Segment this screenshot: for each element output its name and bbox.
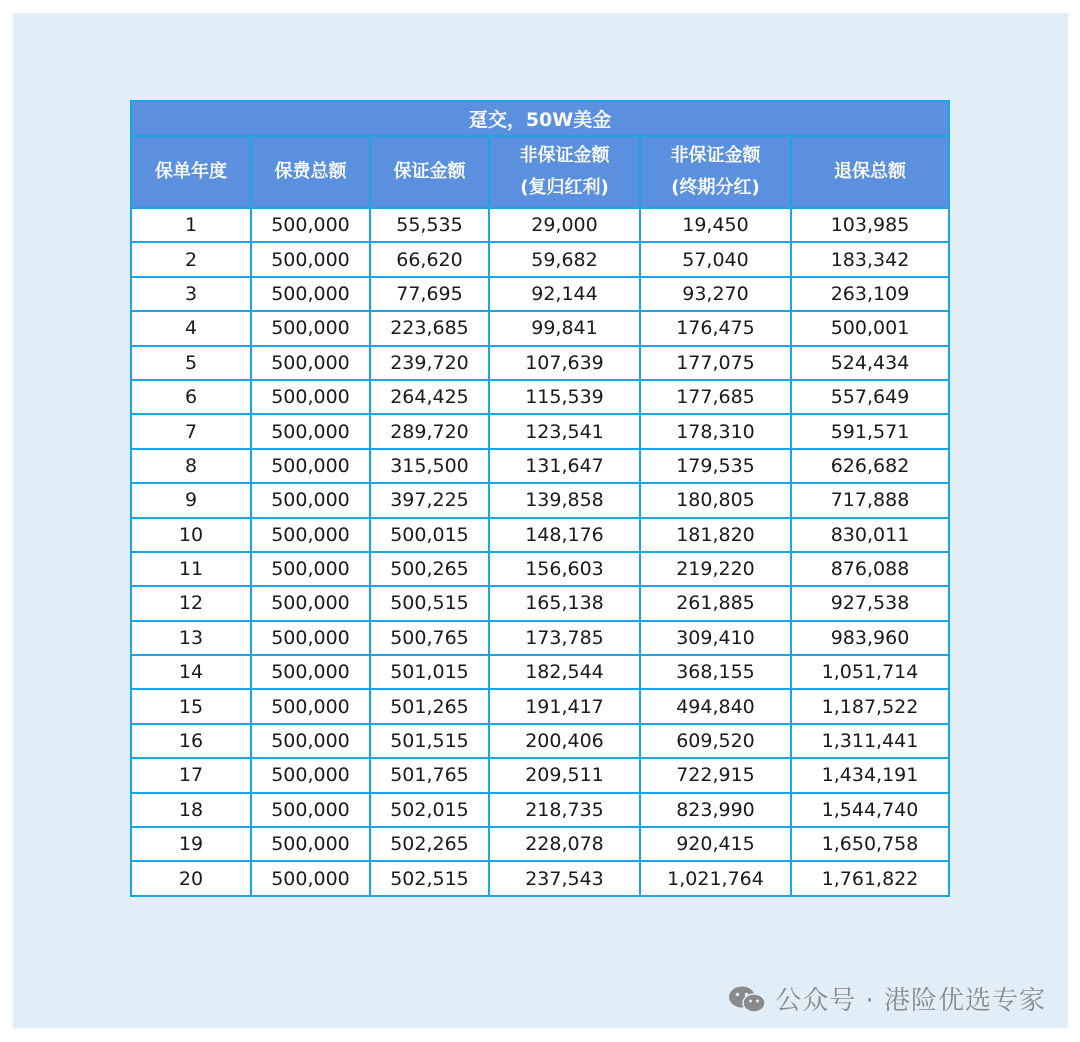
table-cell: 18 bbox=[131, 793, 251, 827]
table-cell: 12 bbox=[131, 586, 251, 620]
table-cell: 218,735 bbox=[489, 793, 640, 827]
table-row bbox=[131, 449, 949, 483]
table-cell: 1,051,714 bbox=[791, 655, 949, 689]
table-row bbox=[131, 758, 949, 792]
column-header-line: 保单年度 bbox=[155, 161, 227, 182]
table-cell: 57,040 bbox=[640, 242, 791, 276]
table-cell: 181,820 bbox=[640, 518, 791, 552]
table-cell: 920,415 bbox=[640, 827, 791, 861]
table-cell: 191,417 bbox=[489, 689, 640, 723]
table-cell: 13 bbox=[131, 621, 251, 655]
table-cell: 179,535 bbox=[640, 449, 791, 483]
table-row bbox=[131, 277, 949, 311]
table-cell: 500,001 bbox=[791, 311, 949, 345]
column-header bbox=[370, 136, 489, 208]
table-cell: 983,960 bbox=[791, 621, 949, 655]
table-cell: 4 bbox=[131, 311, 251, 345]
column-header-line: (终期分红) bbox=[671, 177, 760, 198]
table-cell: 830,011 bbox=[791, 518, 949, 552]
table-cell: 500,000 bbox=[251, 552, 370, 586]
table-row bbox=[131, 483, 949, 517]
table-cell: 6 bbox=[131, 380, 251, 414]
column-header bbox=[131, 136, 251, 208]
table-cell: 176,475 bbox=[640, 311, 791, 345]
table-cell: 524,434 bbox=[791, 346, 949, 380]
table-cell: 501,265 bbox=[370, 689, 489, 723]
table-cell: 927,538 bbox=[791, 586, 949, 620]
table-row bbox=[131, 689, 949, 723]
table-cell: 3 bbox=[131, 277, 251, 311]
table-cell: 1,187,522 bbox=[791, 689, 949, 723]
table-cell: 500,000 bbox=[251, 483, 370, 517]
table-cell: 19,450 bbox=[640, 208, 791, 242]
table-cell: 494,840 bbox=[640, 689, 791, 723]
table-cell: 107,639 bbox=[489, 346, 640, 380]
table-row bbox=[131, 518, 949, 552]
table-cell: 1,021,764 bbox=[640, 861, 791, 895]
table-cell: 500,000 bbox=[251, 861, 370, 895]
table-cell: 717,888 bbox=[791, 483, 949, 517]
table-cell: 500,000 bbox=[251, 827, 370, 861]
table-row bbox=[131, 414, 949, 448]
table-cell: 500,000 bbox=[251, 242, 370, 276]
table-cell: 500,765 bbox=[370, 621, 489, 655]
table-cell: 500,000 bbox=[251, 380, 370, 414]
column-header-line: 保费总额 bbox=[274, 161, 347, 182]
table-cell: 500,000 bbox=[251, 414, 370, 448]
table-cell: 502,265 bbox=[370, 827, 489, 861]
table-cell: 500,000 bbox=[251, 655, 370, 689]
table-cell: 16 bbox=[131, 724, 251, 758]
table-cell: 500,265 bbox=[370, 552, 489, 586]
table-header-row bbox=[131, 136, 949, 208]
table-cell: 115,539 bbox=[489, 380, 640, 414]
column-header bbox=[791, 136, 949, 208]
table-cell: 502,015 bbox=[370, 793, 489, 827]
table-cell: 123,541 bbox=[489, 414, 640, 448]
table-row bbox=[131, 380, 949, 414]
table-cell: 368,155 bbox=[640, 655, 791, 689]
table-cell: 131,647 bbox=[489, 449, 640, 483]
table-cell: 15 bbox=[131, 689, 251, 723]
table-row bbox=[131, 621, 949, 655]
table-cell: 1,650,758 bbox=[791, 827, 949, 861]
table-cell: 823,990 bbox=[640, 793, 791, 827]
table-cell: 557,649 bbox=[791, 380, 949, 414]
table-row bbox=[131, 827, 949, 861]
table-cell: 1,434,191 bbox=[791, 758, 949, 792]
table-cell: 500,000 bbox=[251, 758, 370, 792]
watermark-text: 公众号 · 港险优选专家 bbox=[775, 986, 1046, 1016]
table-cell: 148,176 bbox=[489, 518, 640, 552]
table-cell: 500,000 bbox=[251, 311, 370, 345]
wechat-icon bbox=[727, 984, 767, 1014]
table-cell: 591,571 bbox=[791, 414, 949, 448]
table-cell: 5 bbox=[131, 346, 251, 380]
table-cell: 1,311,441 bbox=[791, 724, 949, 758]
table-cell: 180,805 bbox=[640, 483, 791, 517]
table-cell: 500,515 bbox=[370, 586, 489, 620]
table-cell: 500,000 bbox=[251, 621, 370, 655]
watermark bbox=[727, 980, 1046, 1017]
table-cell: 722,915 bbox=[640, 758, 791, 792]
table-cell: 501,015 bbox=[370, 655, 489, 689]
table-cell: 156,603 bbox=[489, 552, 640, 586]
table-cell: 139,858 bbox=[489, 483, 640, 517]
table-row bbox=[131, 861, 949, 895]
table-cell: 17 bbox=[131, 758, 251, 792]
table-cell: 500,015 bbox=[370, 518, 489, 552]
table-cell: 59,682 bbox=[489, 242, 640, 276]
table-cell: 228,078 bbox=[489, 827, 640, 861]
table-cell: 500,000 bbox=[251, 724, 370, 758]
table-cell: 502,515 bbox=[370, 861, 489, 895]
table-cell: 397,225 bbox=[370, 483, 489, 517]
table-cell: 239,720 bbox=[370, 346, 489, 380]
table-cell: 223,685 bbox=[370, 311, 489, 345]
column-header-line: 保证金额 bbox=[393, 161, 466, 182]
table-cell: 500,000 bbox=[251, 518, 370, 552]
table-cell: 876,088 bbox=[791, 552, 949, 586]
table-cell: 500,000 bbox=[251, 346, 370, 380]
table-row bbox=[131, 655, 949, 689]
column-header-line: 退保总额 bbox=[834, 161, 907, 182]
table-body bbox=[131, 208, 949, 896]
column-header-line: 非保证金额 bbox=[670, 145, 761, 166]
table-cell: 501,765 bbox=[370, 758, 489, 792]
table-cell: 93,270 bbox=[640, 277, 791, 311]
table-row bbox=[131, 311, 949, 345]
table-cell: 500,000 bbox=[251, 208, 370, 242]
table-cell: 500,000 bbox=[251, 449, 370, 483]
table-cell: 183,342 bbox=[791, 242, 949, 276]
table-cell: 501,515 bbox=[370, 724, 489, 758]
column-header bbox=[251, 136, 370, 208]
table-cell: 9 bbox=[131, 483, 251, 517]
table-row bbox=[131, 242, 949, 276]
table-cell: 500,000 bbox=[251, 277, 370, 311]
table-row bbox=[131, 346, 949, 380]
table-row bbox=[131, 586, 949, 620]
table-cell: 8 bbox=[131, 449, 251, 483]
table-cell: 178,310 bbox=[640, 414, 791, 448]
table-row bbox=[131, 552, 949, 586]
table-cell: 609,520 bbox=[640, 724, 791, 758]
table-cell: 182,544 bbox=[489, 655, 640, 689]
table-cell: 55,535 bbox=[370, 208, 489, 242]
table-cell: 1,544,740 bbox=[791, 793, 949, 827]
table-cell: 177,685 bbox=[640, 380, 791, 414]
column-header-line: 非保证金额 bbox=[519, 145, 610, 166]
table-cell: 1 bbox=[131, 208, 251, 242]
table-cell: 289,720 bbox=[370, 414, 489, 448]
table-cell: 11 bbox=[131, 552, 251, 586]
table-cell: 29,000 bbox=[489, 208, 640, 242]
table-cell: 219,220 bbox=[640, 552, 791, 586]
policy-table-container bbox=[130, 100, 948, 897]
table-cell: 264,425 bbox=[370, 380, 489, 414]
table-title: 趸交，50W美金 bbox=[131, 101, 949, 136]
table-cell: 209,511 bbox=[489, 758, 640, 792]
table-row bbox=[131, 724, 949, 758]
table-row bbox=[131, 208, 949, 242]
table-cell: 92,144 bbox=[489, 277, 640, 311]
table-cell: 626,682 bbox=[791, 449, 949, 483]
table-cell: 20 bbox=[131, 861, 251, 895]
table-cell: 2 bbox=[131, 242, 251, 276]
table-cell: 99,841 bbox=[489, 311, 640, 345]
table-cell: 1,761,822 bbox=[791, 861, 949, 895]
table-cell: 500,000 bbox=[251, 586, 370, 620]
table-cell: 173,785 bbox=[489, 621, 640, 655]
table-row bbox=[131, 793, 949, 827]
table-cell: 19 bbox=[131, 827, 251, 861]
table-cell: 263,109 bbox=[791, 277, 949, 311]
table-cell: 103,985 bbox=[791, 208, 949, 242]
table-cell: 261,885 bbox=[640, 586, 791, 620]
table-cell: 309,410 bbox=[640, 621, 791, 655]
table-cell: 66,620 bbox=[370, 242, 489, 276]
table-cell: 10 bbox=[131, 518, 251, 552]
table-cell: 165,138 bbox=[489, 586, 640, 620]
column-header bbox=[489, 136, 640, 208]
table-cell: 14 bbox=[131, 655, 251, 689]
table-cell: 177,075 bbox=[640, 346, 791, 380]
table-cell: 77,695 bbox=[370, 277, 489, 311]
table-cell: 315,500 bbox=[370, 449, 489, 483]
table-cell: 500,000 bbox=[251, 793, 370, 827]
table-cell: 500,000 bbox=[251, 689, 370, 723]
table-cell: 7 bbox=[131, 414, 251, 448]
table-cell: 200,406 bbox=[489, 724, 640, 758]
column-header bbox=[640, 136, 791, 208]
policy-value-table bbox=[130, 100, 950, 897]
column-header-line: (复归红利) bbox=[520, 177, 609, 198]
table-cell: 237,543 bbox=[489, 861, 640, 895]
